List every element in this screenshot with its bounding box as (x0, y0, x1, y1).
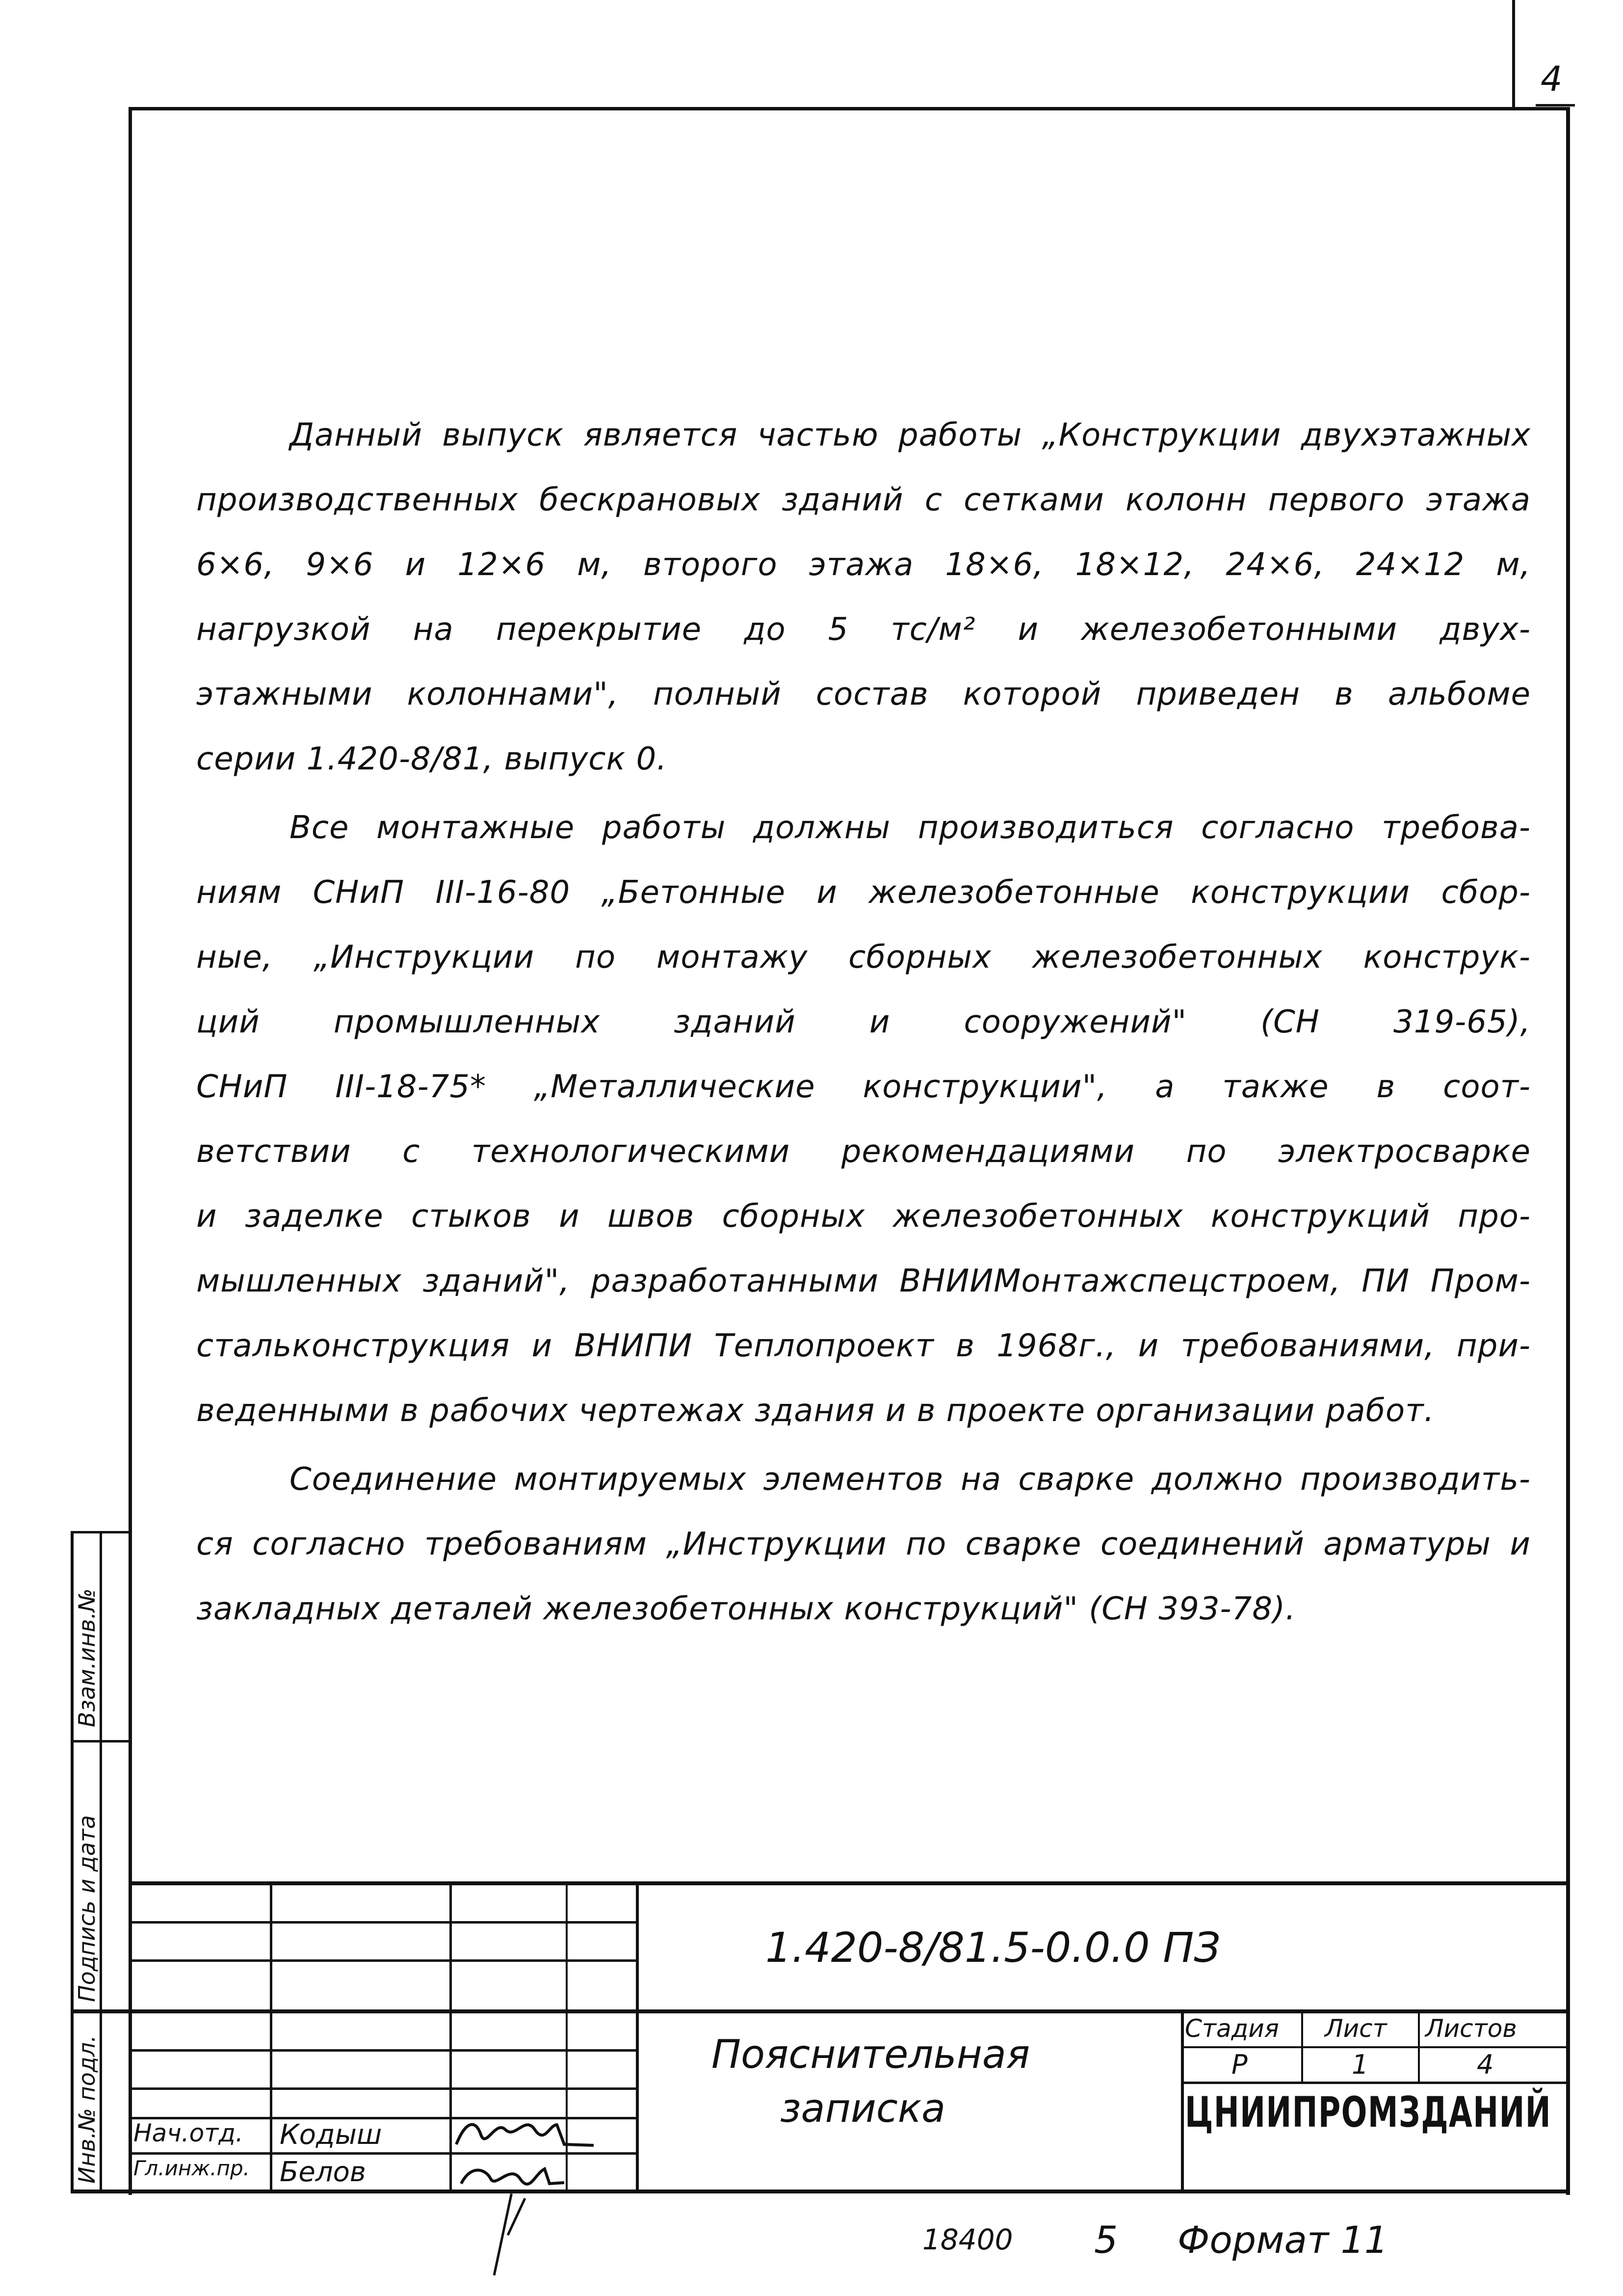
corner-underline (1536, 104, 1575, 106)
sheets-value: 4 (1477, 2049, 1494, 2080)
tb-row-line (130, 2087, 638, 2090)
tb-mid-line (71, 2009, 1570, 2013)
body-text-line: серии 1.420-8/81, выпуск 0. (196, 741, 667, 777)
staff-name: Кодыш (280, 2119, 382, 2151)
signature (451, 2100, 599, 2238)
strip-label-vzam-inv: Взам.инв.№ (74, 1588, 100, 1727)
tb-col-line (636, 1881, 639, 2193)
staff-role: Гл.инж.пр. (133, 2156, 250, 2180)
body-text-line: 6×6, 9×6 и 12×6 м, второго этажа 18×6, 18×12, 24×6, 24×12 м, (196, 547, 1531, 583)
frame-bottom (71, 2190, 1570, 2193)
tb-col-line (1181, 2009, 1184, 2193)
tb-row-line (1181, 2046, 1569, 2048)
tb-row-line (1181, 2082, 1569, 2084)
stage-header: Стадия (1185, 2014, 1279, 2043)
body-text-line: Все монтажные работы должны производиться согласно требова- (289, 810, 1531, 846)
format-label: Формат 11 (1178, 2218, 1388, 2262)
body-text-line: этажными колоннами", полный состав которой приведен в альбоме (196, 676, 1531, 713)
strip-label-inv-podl: Инв.№ подл. (74, 2035, 100, 2184)
corner-sheet-number: 4 (1541, 59, 1563, 99)
document-title-line1: Пояснительная (711, 2032, 1030, 2077)
body-text-line: нагрузкой на перекрытие до 5 тс/м² и железобетонными двух- (196, 611, 1531, 648)
staff-role: Нач.отд. (133, 2119, 243, 2147)
organization-name: ЦНИИПРОМЗДАНИЙ (1185, 2088, 1552, 2137)
document-designation: 1.420-8/81.5-0.0.0 ПЗ (765, 1924, 1221, 1972)
tb-col-line (270, 1881, 272, 2193)
body-text-line: мышленных зданий", разработанными ВНИИМонтажспецстроем, ПИ Пром- (196, 1263, 1531, 1299)
body-text-line: СНиП III-18-75* „Металлические конструкции", а также в соот- (196, 1069, 1531, 1105)
corner-box-line (1512, 0, 1515, 108)
tb-row-line (130, 1959, 638, 1962)
frame-top (130, 107, 1570, 110)
body-text-line: ся согласно требованиям „Инструкции по сварке соединений арматуры и (196, 1526, 1531, 1562)
strip-label-podpis-data: Подпись и дата (74, 1815, 100, 2002)
strip-row-line (71, 1740, 131, 1742)
tb-row-line (130, 2049, 638, 2052)
body-text-line: закладных деталей железобетонных конструкций" (СН 393-78). (196, 1591, 1296, 1627)
sheet-value: 1 (1352, 2049, 1369, 2080)
body-text-line: стальконструкция и ВНИПИ Теплопроект в 1968г., и требованиями, при- (196, 1328, 1531, 1364)
strip-row-line (71, 1531, 131, 1533)
body-text-line: ные, „Инструкции по монтажу сборных железобетонных конструк- (196, 939, 1531, 976)
sheet-header: Лист (1325, 2014, 1387, 2043)
body-text-line: ций промышленных зданий и сооружений" (СН 319-65), (196, 1004, 1531, 1040)
document-title-line2: записка (780, 2085, 946, 2131)
stage-value: Р (1231, 2049, 1248, 2080)
body-text-line: и заделке стыков и швов сборных железобетонных конструкций про- (196, 1198, 1531, 1235)
body-text-line: Данный выпуск является частью работы „Конструкции двухэтажных (289, 417, 1531, 453)
copy-number: 5 (1094, 2218, 1118, 2262)
tb-top-line (130, 1881, 1570, 1885)
body-text-line: ветствии с технологическими рекомендациями по электросварке (196, 1134, 1531, 1170)
tb-row-line (130, 1921, 638, 1924)
order-number: 18400 (922, 2223, 1013, 2256)
body-text-line: ниям СНиП III-16-80 „Бетонные и железобетонные конструкции сбор- (196, 874, 1531, 911)
sheets-header: Листов (1425, 2014, 1517, 2043)
staff-name: Белов (280, 2156, 366, 2188)
body-text-line: веденными в рабочих чертежах здания и в проекте организации работ. (196, 1393, 1435, 1429)
body-text-line: Соединение монтируемых элементов на сварке должно производить- (289, 1461, 1531, 1498)
body-text-line: производственных бескрановых зданий с сетками колонн первого этажа (196, 482, 1531, 518)
